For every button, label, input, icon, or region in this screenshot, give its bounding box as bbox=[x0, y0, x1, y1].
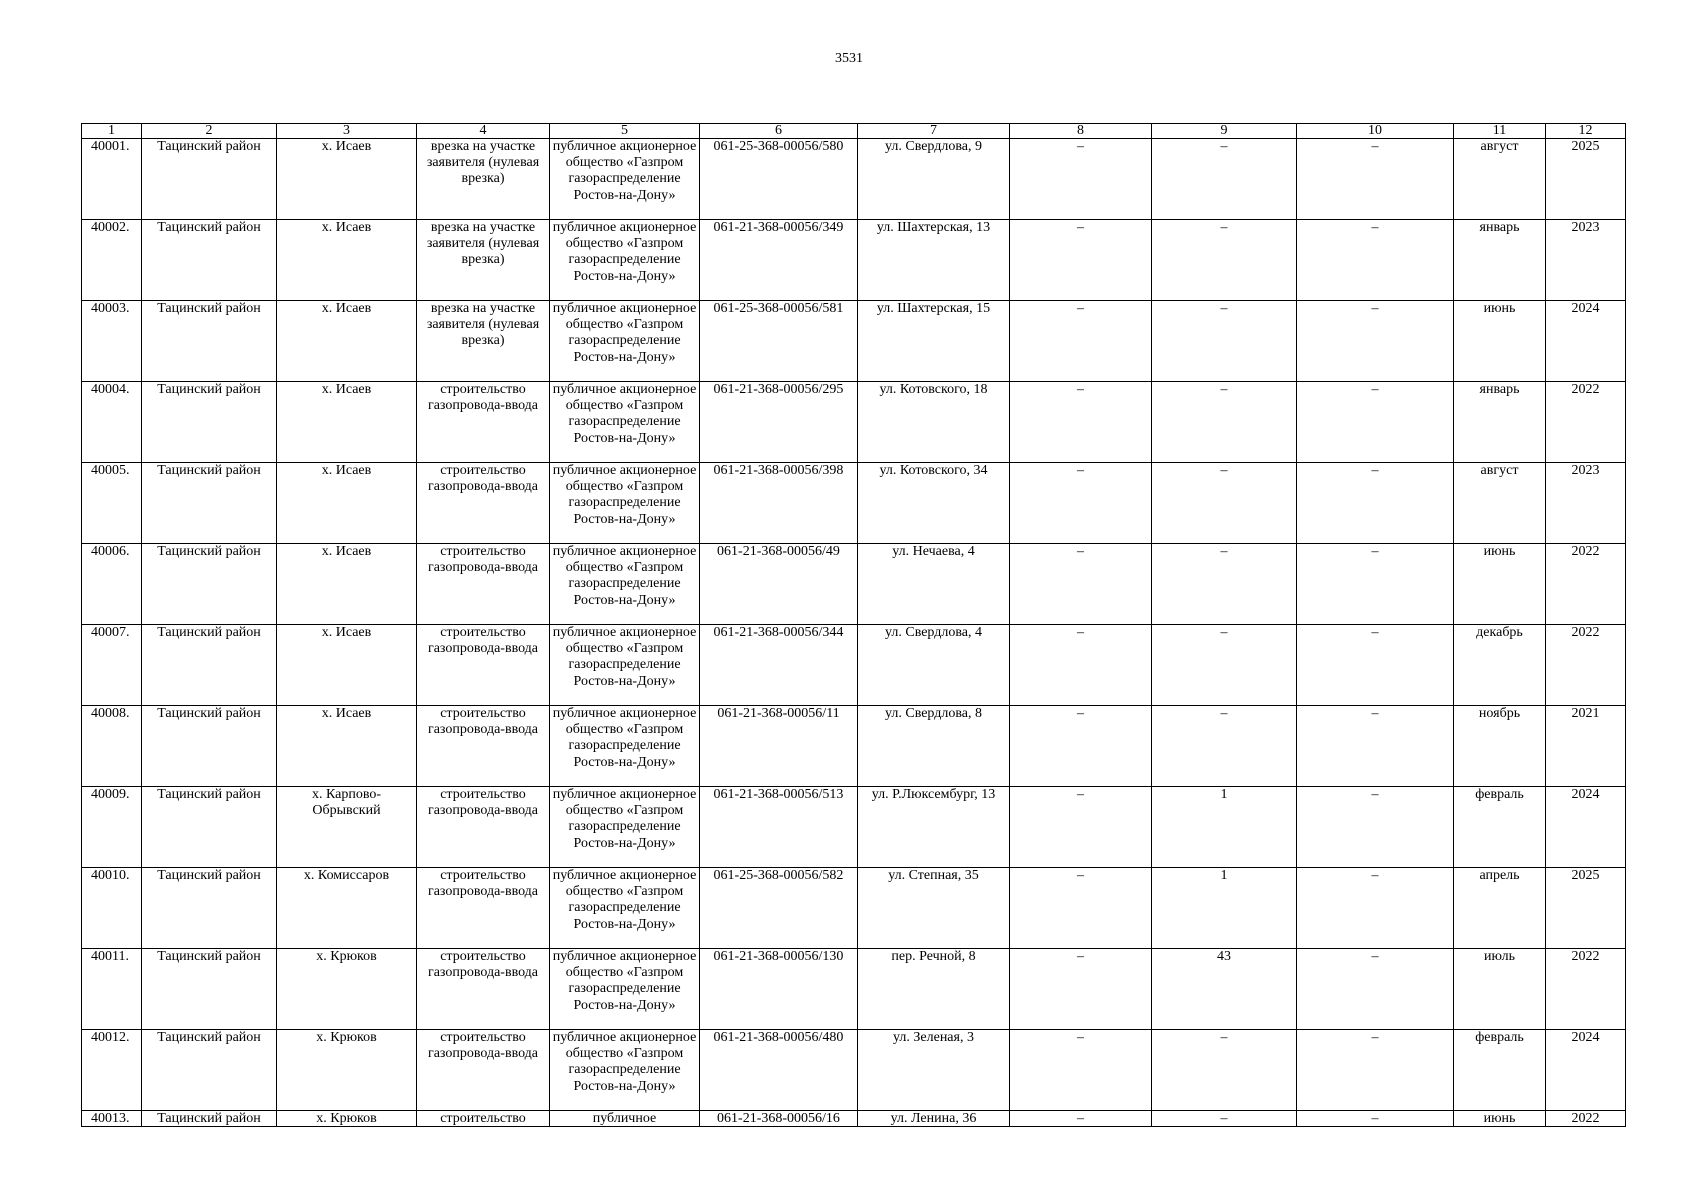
cell-row-number: 40009. bbox=[82, 787, 142, 868]
cell-organization: публичное bbox=[550, 1111, 700, 1127]
cell-work-type: строительство газопровода-ввода bbox=[417, 706, 550, 787]
cell-settlement: х. Исаев bbox=[277, 301, 417, 382]
column-header-9: 9 bbox=[1152, 124, 1297, 139]
column-header-3: 3 bbox=[277, 124, 417, 139]
cell-district: Тацинский район bbox=[142, 625, 277, 706]
cell-col-8: – bbox=[1010, 139, 1152, 220]
table-row bbox=[82, 706, 1626, 787]
cell-settlement: х. Комиссаров bbox=[277, 868, 417, 949]
table-row bbox=[82, 544, 1626, 625]
cell-district: Тацинский район bbox=[142, 544, 277, 625]
cell-settlement: х. Исаев bbox=[277, 544, 417, 625]
cell-row-number: 40012. bbox=[82, 1030, 142, 1111]
cell-organization: публичное акционерное общество «Газпром газораспределение Ростов-на-Дону» bbox=[550, 706, 700, 787]
cell-contract-number: 061-21-368-00056/130 bbox=[700, 949, 858, 1030]
cell-district: Тацинский район bbox=[142, 706, 277, 787]
cell-organization: публичное акционерное общество «Газпром газораспределение Ростов-на-Дону» bbox=[550, 1030, 700, 1111]
cell-col-9: 1 bbox=[1152, 787, 1297, 868]
cell-contract-number: 061-21-368-00056/349 bbox=[700, 220, 858, 301]
cell-address: пер. Речной, 8 bbox=[858, 949, 1010, 1030]
cell-col-8: – bbox=[1010, 1111, 1152, 1127]
cell-col-10: – bbox=[1297, 1030, 1454, 1111]
cell-year: 2023 bbox=[1546, 463, 1626, 544]
cell-work-type: врезка на участке заявителя (нулевая врезка) bbox=[417, 139, 550, 220]
cell-col-9: – bbox=[1152, 1111, 1297, 1127]
cell-address: ул. Котовского, 18 bbox=[858, 382, 1010, 463]
cell-col-8: – bbox=[1010, 301, 1152, 382]
table-row bbox=[82, 625, 1626, 706]
cell-col-8: – bbox=[1010, 1030, 1152, 1111]
cell-col-10: – bbox=[1297, 706, 1454, 787]
column-header-8: 8 bbox=[1010, 124, 1152, 139]
cell-row-number: 40013. bbox=[82, 1111, 142, 1127]
cell-settlement: х. Исаев bbox=[277, 463, 417, 544]
cell-district: Тацинский район bbox=[142, 220, 277, 301]
table-row bbox=[82, 463, 1626, 544]
cell-year: 2024 bbox=[1546, 301, 1626, 382]
column-header-2: 2 bbox=[142, 124, 277, 139]
cell-address: ул. Р.Люксембург, 13 bbox=[858, 787, 1010, 868]
cell-contract-number: 061-21-368-00056/11 bbox=[700, 706, 858, 787]
column-header-11: 11 bbox=[1454, 124, 1546, 139]
cell-address: ул. Свердлова, 4 bbox=[858, 625, 1010, 706]
cell-settlement: х. Исаев bbox=[277, 139, 417, 220]
table-row bbox=[82, 787, 1626, 868]
cell-organization: публичное акционерное общество «Газпром газораспределение Ростов-на-Дону» bbox=[550, 463, 700, 544]
cell-col-9: – bbox=[1152, 220, 1297, 301]
cell-address: ул. Шахтерская, 15 bbox=[858, 301, 1010, 382]
cell-contract-number: 061-21-368-00056/295 bbox=[700, 382, 858, 463]
cell-work-type: строительство газопровода-ввода bbox=[417, 463, 550, 544]
cell-year: 2022 bbox=[1546, 625, 1626, 706]
cell-year: 2022 bbox=[1546, 544, 1626, 625]
table-row bbox=[82, 220, 1626, 301]
cell-row-number: 40003. bbox=[82, 301, 142, 382]
cell-month: январь bbox=[1454, 382, 1546, 463]
cell-district: Тацинский район bbox=[142, 1111, 277, 1127]
cell-col-8: – bbox=[1010, 868, 1152, 949]
table-row bbox=[82, 949, 1626, 1030]
cell-month: июль bbox=[1454, 949, 1546, 1030]
cell-month: август bbox=[1454, 139, 1546, 220]
cell-work-type: строительство газопровода-ввода bbox=[417, 1030, 550, 1111]
column-header-10: 10 bbox=[1297, 124, 1454, 139]
cell-organization: публичное акционерное общество «Газпром газораспределение Ростов-на-Дону» bbox=[550, 301, 700, 382]
cell-col-9: 1 bbox=[1152, 868, 1297, 949]
cell-organization: публичное акционерное общество «Газпром газораспределение Ростов-на-Дону» bbox=[550, 139, 700, 220]
cell-month: июнь bbox=[1454, 544, 1546, 625]
cell-district: Тацинский район bbox=[142, 1030, 277, 1111]
cell-col-10: – bbox=[1297, 625, 1454, 706]
cell-contract-number: 061-21-368-00056/398 bbox=[700, 463, 858, 544]
cell-work-type: строительство газопровода-ввода bbox=[417, 787, 550, 868]
cell-col-8: – bbox=[1010, 544, 1152, 625]
cell-year: 2023 bbox=[1546, 220, 1626, 301]
cell-settlement: х. Крюков bbox=[277, 1111, 417, 1127]
cell-organization: публичное акционерное общество «Газпром газораспределение Ростов-на-Дону» bbox=[550, 868, 700, 949]
column-header-7: 7 bbox=[858, 124, 1010, 139]
cell-row-number: 40006. bbox=[82, 544, 142, 625]
cell-district: Тацинский район bbox=[142, 868, 277, 949]
cell-col-8: – bbox=[1010, 625, 1152, 706]
cell-work-type: строительство газопровода-ввода bbox=[417, 544, 550, 625]
cell-col-8: – bbox=[1010, 787, 1152, 868]
cell-col-8: – bbox=[1010, 382, 1152, 463]
cell-work-type: строительство газопровода-ввода bbox=[417, 625, 550, 706]
cell-address: ул. Свердлова, 9 bbox=[858, 139, 1010, 220]
cell-organization: публичное акционерное общество «Газпром газораспределение Ростов-на-Дону» bbox=[550, 382, 700, 463]
cell-col-9: – bbox=[1152, 625, 1297, 706]
cell-year: 2024 bbox=[1546, 1030, 1626, 1111]
cell-settlement: х. Исаев bbox=[277, 625, 417, 706]
cell-contract-number: 061-21-368-00056/49 bbox=[700, 544, 858, 625]
cell-col-10: – bbox=[1297, 787, 1454, 868]
cell-settlement: х. Исаев bbox=[277, 382, 417, 463]
table-row bbox=[82, 382, 1626, 463]
column-header-5: 5 bbox=[550, 124, 700, 139]
cell-address: ул. Свердлова, 8 bbox=[858, 706, 1010, 787]
cell-col-9: – bbox=[1152, 382, 1297, 463]
cell-organization: публичное акционерное общество «Газпром газораспределение Ростов-на-Дону» bbox=[550, 544, 700, 625]
cell-address: ул. Ленина, 36 bbox=[858, 1111, 1010, 1127]
cell-col-8: – bbox=[1010, 220, 1152, 301]
cell-month: февраль bbox=[1454, 787, 1546, 868]
cell-district: Тацинский район bbox=[142, 463, 277, 544]
cell-work-type: строительство bbox=[417, 1111, 550, 1127]
cell-col-8: – bbox=[1010, 949, 1152, 1030]
cell-col-9: – bbox=[1152, 1030, 1297, 1111]
cell-month: январь bbox=[1454, 220, 1546, 301]
cell-col-9: – bbox=[1152, 139, 1297, 220]
cell-organization: публичное акционерное общество «Газпром газораспределение Ростов-на-Дону» bbox=[550, 220, 700, 301]
cell-organization: публичное акционерное общество «Газпром газораспределение Ростов-на-Дону» bbox=[550, 949, 700, 1030]
cell-row-number: 40004. bbox=[82, 382, 142, 463]
cell-month: февраль bbox=[1454, 1030, 1546, 1111]
table-row bbox=[82, 139, 1626, 220]
table-row bbox=[82, 301, 1626, 382]
cell-month: апрель bbox=[1454, 868, 1546, 949]
cell-organization: публичное акционерное общество «Газпром газораспределение Ростов-на-Дону» bbox=[550, 787, 700, 868]
cell-work-type: строительство газопровода-ввода bbox=[417, 868, 550, 949]
cell-col-10: – bbox=[1297, 139, 1454, 220]
cell-col-10: – bbox=[1297, 463, 1454, 544]
cell-contract-number: 061-21-368-00056/344 bbox=[700, 625, 858, 706]
cell-col-9: – bbox=[1152, 706, 1297, 787]
cell-district: Тацинский район bbox=[142, 139, 277, 220]
page-number: 3531 bbox=[835, 51, 863, 66]
cell-address: ул. Нечаева, 4 bbox=[858, 544, 1010, 625]
cell-work-type: строительство газопровода-ввода bbox=[417, 382, 550, 463]
cell-address: ул. Шахтерская, 13 bbox=[858, 220, 1010, 301]
table-row bbox=[82, 1111, 1626, 1127]
cell-contract-number: 061-25-368-00056/580 bbox=[700, 139, 858, 220]
cell-row-number: 40010. bbox=[82, 868, 142, 949]
column-header-4: 4 bbox=[417, 124, 550, 139]
cell-contract-number: 061-21-368-00056/513 bbox=[700, 787, 858, 868]
register-table bbox=[81, 123, 1626, 1127]
cell-year: 2025 bbox=[1546, 868, 1626, 949]
cell-year: 2025 bbox=[1546, 139, 1626, 220]
cell-settlement: х. Крюков bbox=[277, 1030, 417, 1111]
cell-col-9: – bbox=[1152, 301, 1297, 382]
cell-district: Тацинский район bbox=[142, 949, 277, 1030]
cell-row-number: 40005. bbox=[82, 463, 142, 544]
cell-work-type: врезка на участке заявителя (нулевая врезка) bbox=[417, 220, 550, 301]
column-header-12: 12 bbox=[1546, 124, 1626, 139]
cell-year: 2022 bbox=[1546, 949, 1626, 1030]
cell-month: ноябрь bbox=[1454, 706, 1546, 787]
cell-settlement: х. Исаев bbox=[277, 706, 417, 787]
cell-work-type: строительство газопровода-ввода bbox=[417, 949, 550, 1030]
cell-organization: публичное акционерное общество «Газпром газораспределение Ростов-на-Дону» bbox=[550, 625, 700, 706]
cell-settlement: х. Крюков bbox=[277, 949, 417, 1030]
cell-col-10: – bbox=[1297, 301, 1454, 382]
table-row bbox=[82, 868, 1626, 949]
cell-year: 2022 bbox=[1546, 1111, 1626, 1127]
cell-col-10: – bbox=[1297, 949, 1454, 1030]
cell-work-type: врезка на участке заявителя (нулевая врезка) bbox=[417, 301, 550, 382]
cell-col-10: – bbox=[1297, 220, 1454, 301]
cell-year: 2024 bbox=[1546, 787, 1626, 868]
column-header-1: 1 bbox=[82, 124, 142, 139]
column-number-row bbox=[82, 124, 1626, 139]
cell-row-number: 40002. bbox=[82, 220, 142, 301]
cell-address: ул. Котовского, 34 bbox=[858, 463, 1010, 544]
column-header-6: 6 bbox=[700, 124, 858, 139]
cell-col-8: – bbox=[1010, 463, 1152, 544]
cell-month: июнь bbox=[1454, 301, 1546, 382]
register-body bbox=[82, 124, 1626, 1127]
cell-settlement: х. Исаев bbox=[277, 220, 417, 301]
cell-contract-number: 061-25-368-00056/582 bbox=[700, 868, 858, 949]
cell-col-10: – bbox=[1297, 868, 1454, 949]
table-row bbox=[82, 1030, 1626, 1111]
cell-row-number: 40011. bbox=[82, 949, 142, 1030]
cell-year: 2021 bbox=[1546, 706, 1626, 787]
cell-row-number: 40001. bbox=[82, 139, 142, 220]
cell-row-number: 40008. bbox=[82, 706, 142, 787]
cell-col-9: – bbox=[1152, 463, 1297, 544]
cell-contract-number: 061-21-368-00056/480 bbox=[700, 1030, 858, 1111]
cell-row-number: 40007. bbox=[82, 625, 142, 706]
cell-month: август bbox=[1454, 463, 1546, 544]
cell-col-9: 43 bbox=[1152, 949, 1297, 1030]
cell-contract-number: 061-25-368-00056/581 bbox=[700, 301, 858, 382]
cell-col-9: – bbox=[1152, 544, 1297, 625]
cell-address: ул. Зеленая, 3 bbox=[858, 1030, 1010, 1111]
cell-month: декабрь bbox=[1454, 625, 1546, 706]
cell-col-10: – bbox=[1297, 544, 1454, 625]
cell-col-10: – bbox=[1297, 1111, 1454, 1127]
cell-year: 2022 bbox=[1546, 382, 1626, 463]
cell-settlement: х. Карпово-Обрывский bbox=[277, 787, 417, 868]
cell-col-10: – bbox=[1297, 382, 1454, 463]
cell-address: ул. Степная, 35 bbox=[858, 868, 1010, 949]
cell-district: Тацинский район bbox=[142, 787, 277, 868]
cell-district: Тацинский район bbox=[142, 382, 277, 463]
cell-district: Тацинский район bbox=[142, 301, 277, 382]
cell-contract-number: 061-21-368-00056/16 bbox=[700, 1111, 858, 1127]
cell-col-8: – bbox=[1010, 706, 1152, 787]
cell-month: июнь bbox=[1454, 1111, 1546, 1127]
